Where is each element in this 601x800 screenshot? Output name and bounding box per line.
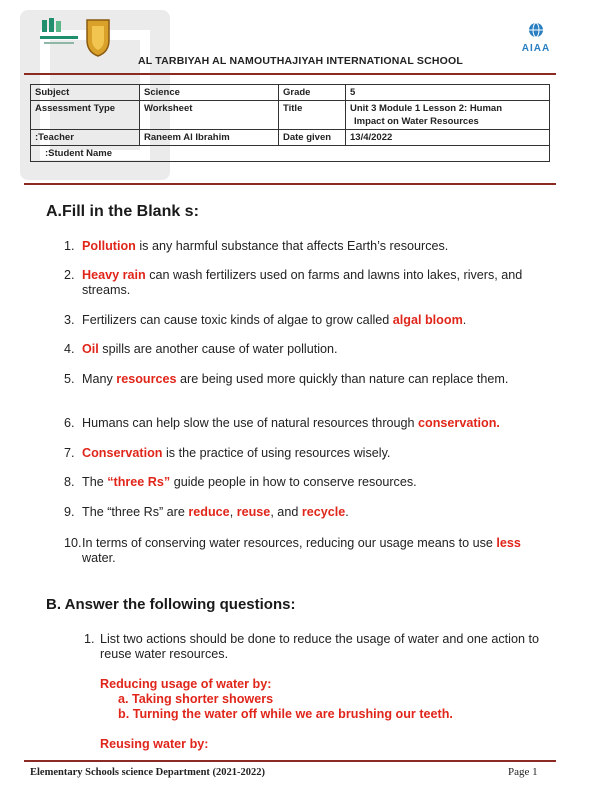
item-text-part: , and [270,505,302,519]
answer-word: Oil [82,342,99,356]
blank-item [64,536,554,566]
blank-item [64,446,554,461]
footer-year: (2021-2022) [212,767,266,778]
item-number: 1. [64,239,75,253]
teacher-value: Raneem Al Ibrahim [140,130,279,146]
section-divider [24,183,556,185]
grade-value: 5 [346,85,550,101]
item-text [82,313,554,328]
item-text-part: spills are another cause of water pollution. [98,342,338,356]
item-text [82,342,554,357]
answer-heading-reduce: Reducing usage of water by: [100,677,272,691]
item-number: 4. [64,342,75,356]
answer-word: resources [116,372,177,386]
item-text-part: Many [82,372,117,386]
blank-item [64,505,554,520]
title-value-line1: Unit 3 Module 1 Lesson 2: Human [350,103,503,114]
footer-department-text: Elementary Schools science Department [30,767,210,778]
item-text-part: Humans can help slow the use of natural resources through [82,416,419,430]
item-text-part: Fertilizers can cause toxic kinds of algae to grow called [82,313,393,327]
item-number: 6. [64,416,75,430]
item-number: 7. [64,446,75,460]
question-item [84,632,544,662]
school-crest-icon [84,16,112,58]
aiaa-logo [516,22,556,52]
section-b-heading: B. Answer the following questions: [46,596,296,613]
item-text-part: can wash fertilizers used on farms and lawns into lakes, rivers, and streams. [82,268,523,297]
item-text-part: guide people in how to conserve resources. [170,475,417,489]
page-number: Page 1 [508,766,538,778]
item-text [82,372,554,387]
globe-icon [516,22,556,38]
assessment-label: Assessment Type [31,101,140,130]
blank-item [64,268,554,298]
item-text [82,536,554,566]
item-text-part: The [82,475,108,489]
item-text-part: , [229,505,237,519]
section-a-heading: A.Fill in the Blank s: [46,203,199,220]
answer-b: b. Turning the water off while we are brushing our teeth. [118,707,453,721]
item-text-part: water. [82,551,116,565]
answer-word: reuse [236,505,271,519]
item-text-part: . [462,313,467,327]
item-number: 8. [64,475,75,489]
answer-word: reduce [188,505,230,519]
blank-item [64,475,554,490]
item-text-part: is any harmful substance that affects Earth’s resources. [135,239,449,253]
blank-item [64,313,554,328]
date-label: Date given [279,130,346,146]
blank-item [64,416,554,431]
question-text: List two actions should be done to reduce the usage of water and one action to reuse water resources. [100,632,539,661]
grade-label: Grade [279,85,346,101]
answer-heading-reuse: Reusing water by: [100,737,209,751]
teacher-label: :Teacher [31,130,140,146]
answer-word: Heavy rain [82,268,146,282]
item-text-part: is the practice of using resources wisely. [162,446,391,460]
student-name-field[interactable]: :Student Name [31,146,550,162]
answer-word: “three Rs” [107,475,171,489]
item-text-part: are being used more quickly than nature can replace them. [176,372,509,386]
answer-word: Conservation [82,446,163,460]
title-value-line2: Impact on Water Resources [354,116,479,127]
item-text [82,446,554,461]
assessment-value: Worksheet [140,101,279,130]
answer-word: conservation. [418,416,500,430]
subject-value: Science [140,85,279,101]
item-number: 9. [64,505,75,519]
blank-item [64,372,554,387]
item-text-part: . [345,505,349,519]
answer-word: less [496,536,521,550]
item-text [82,268,554,298]
title-value [346,101,550,130]
top-divider [24,73,556,75]
item-number: 2. [64,268,75,282]
item-text [82,475,554,490]
item-number: 10. [64,536,82,550]
date-value: 13/4/2022 [346,130,550,146]
footer-divider [24,760,556,762]
blank-item [64,342,554,357]
info-table [30,84,550,162]
aiaa-logo-text: AIAA [521,43,551,54]
blank-item [64,239,554,254]
subject-label: Subject [31,85,140,101]
answer-word: Pollution [82,239,136,253]
item-text-part: In terms of conserving water resources, reducing our usage means to use [82,536,497,550]
footer-department [30,767,265,778]
item-number: 5. [64,372,75,386]
question-number: 1. [84,632,95,646]
item-text [82,239,554,254]
answer-word: recycle [301,505,346,519]
item-number: 3. [64,313,75,327]
item-text-part: The “three Rs” are [82,505,189,519]
title-label: Title [279,101,346,130]
item-text [82,505,554,520]
ministry-logo-icon [38,16,80,50]
school-name: AL TARBIYAH AL NAMOUTHAJIYAH INTERNATIONAL SCHOOL [137,55,463,67]
answer-word: algal bloom [392,313,463,327]
answer-a: a. Taking shorter showers [118,692,274,706]
item-text [82,416,554,431]
